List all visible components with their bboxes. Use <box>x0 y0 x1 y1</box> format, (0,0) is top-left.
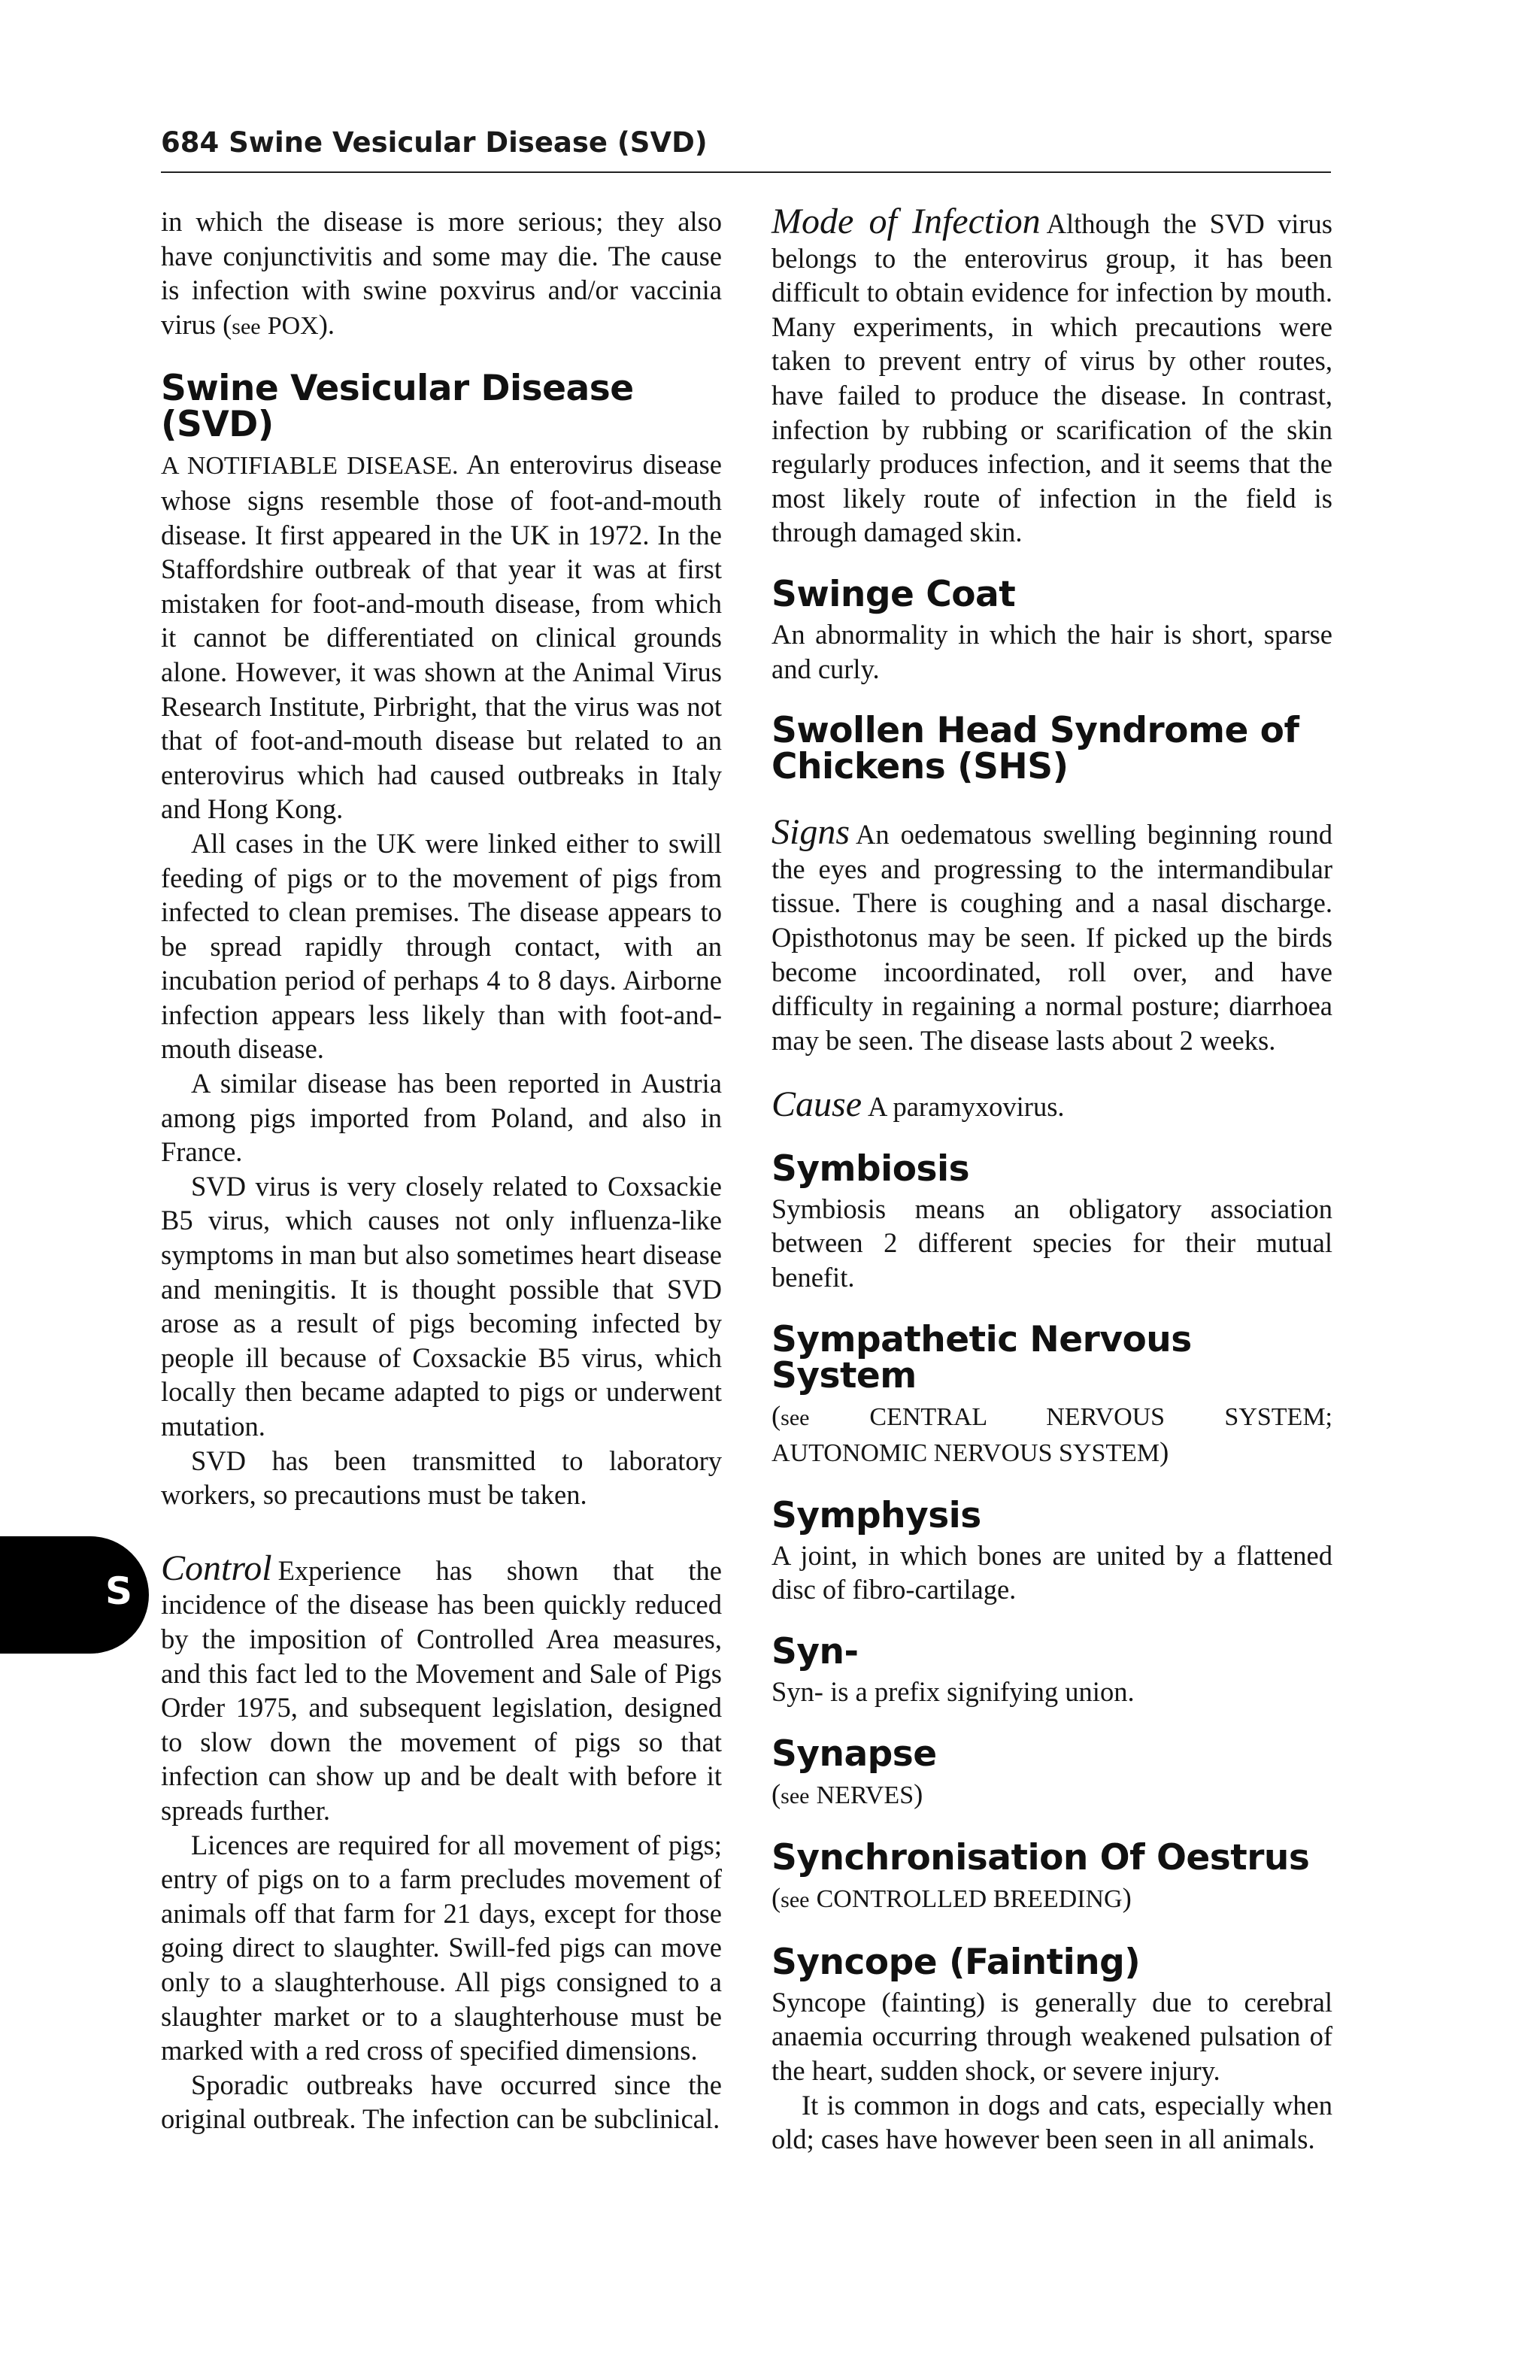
shs-signs-paragraph: Signs An oedematous swelling beginning round the eyes and progressing to the intermandibular tissue. There is coughing and a nasal discharge. Opisthotonus may be seen. If picked up the birds become incoordinated, roll over, and have difficulty in regaining a normal posture; diarrhoea may be seen. The disease lasts about 2 weeks. <box>772 812 1332 1056</box>
right-column <box>772 202 1333 2157</box>
thumb-index-letter: S <box>105 1569 132 1613</box>
entry-heading-symbiosis: Symbiosis <box>772 1148 970 1190</box>
synchronisation-cross-reference: (see CONTROLLED BREEDING) <box>772 1882 1132 1914</box>
entry-heading-symphysis: Symphysis <box>772 1494 981 1536</box>
svd-paragraph-1: A NOTIFIABLE DISEASE. An enterovirus disease whose signs resemble those of foot-and-mouth disease. It first appeared in the UK in 1972. In the Staffordshire outbreak of that year it was at first mistaken for foot-and-mouth disease, from which it cannot be differentiated on clinical grounds alone. However, it was shown at the Animal Virus Research Institute, Pirbright, that the virus was not that of foot-and-mouth disease but related to an enterovirus which had caused outbreaks in Italy and Hong Kong. <box>161 449 722 825</box>
header-page-title: 684 Swine Vesicular Disease (SVD) <box>161 126 708 159</box>
syn-text: Syn- is a prefix signifying union. <box>772 1676 1135 1708</box>
sympathetic-cross-reference: (see CENTRAL NERVOUS SYSTEM; AUTONOMIC NERVOUS SYSTEM) <box>772 1399 1332 1468</box>
running-header <box>161 125 1331 173</box>
syncope-paragraph-1: Syncope (fainting) is generally due to cerebral anaemia occurring through weakened pulsation of the heart, sudden shock, or severe injury. <box>772 1986 1332 2086</box>
syncope-paragraph-2: It is common in dogs and cats, especially when old; cases have however been seen in all animals. <box>772 2089 1332 2155</box>
shs-cause-paragraph: Cause A paramyxovirus. <box>772 1084 1065 1125</box>
svd-control-paragraph: Control Experience has shown that the incidence of the disease has been quickly reduced by the imposition of Controlled Area measures, and this fact led to the Movement and Sale of Pigs Order 1975, and subsequent legislation, designed to slow down the movement of pigs so that infection can show up and be dealt with before it spreads further. <box>161 1548 722 1826</box>
entry-heading-sympathetic-nervous-system: Sympathetic Nervous System <box>772 1318 1192 1396</box>
subheading-cause: Cause <box>772 1084 862 1125</box>
subheading-signs: Signs <box>772 812 850 853</box>
svd-paragraph-5: SVD has been transmitted to laboratory workers, so precautions must be taken. <box>161 1445 722 1511</box>
left-column <box>161 205 722 2136</box>
symphysis-text: A joint, in which bones are united by a flattened disc of fibro-cartilage. <box>772 1539 1332 1605</box>
entry-heading-syncope: Syncope (Fainting) <box>772 1941 1141 1983</box>
entry-heading-svd: Swine Vesicular Disease (SVD) <box>161 368 634 446</box>
entry-heading-syn: Syn- <box>772 1631 859 1673</box>
synapse-cross-reference: (see NERVES) <box>772 1778 923 1809</box>
svd-paragraph-2: All cases in the UK were linked either to swill feeding of pigs or to the movement of pigs from infected to clean premises. The disease appears to be spread rapidly through contact, with an incubation period of perhaps 4 to 8 days. Airborne infection appears less likely than with foot-and-mouth disease. <box>161 827 722 1065</box>
symbiosis-text: Symbiosis means an obligatory association between 2 different species for their mutual benefit. <box>772 1193 1332 1293</box>
entry-heading-synapse: Synapse <box>772 1733 937 1775</box>
entry-heading-swinge-coat: Swinge Coat <box>772 573 1016 615</box>
continued-paragraph: in which the disease is more serious; they also have conjunctivitis and some may die. The cause is infection with swine poxvirus and/or vaccinia virus (see POX). <box>161 206 722 340</box>
subheading-mode-of-infection: Mode of Infection <box>772 202 1041 241</box>
mode-of-infection-paragraph: Mode of Infection Although the SVD virus belongs to the enterovirus group, it has been difficult to obtain evidence for infection by mouth. Many experiments, in which precautions were taken to prevent entry of virus by other routes, have failed to produce the disease. In contrast, infection by rubbing or scarification of the skin regularly produces infection, and it seems that the most likely route of infection in the field is through damaged skin. <box>772 202 1333 548</box>
swinge-coat-text: An abnormality in which the hair is short, sparse and curly. <box>772 618 1332 684</box>
subheading-control: Control <box>161 1548 272 1588</box>
entry-heading-shs: Swollen Head Syndrome of Chickens (SHS) <box>772 710 1299 788</box>
thumb-index-tab <box>0 1536 149 1654</box>
svd-paragraph-3: A similar disease has been reported in Austria among pigs imported from Poland, and also in France. <box>161 1068 722 1168</box>
svd-control-paragraph-3: Sporadic outbreaks have occurred since the original outbreak. The infection can be subclinical. <box>161 2069 722 2135</box>
svd-control-paragraph-2: Licences are required for all movement of pigs; entry of pigs on to a farm precludes movement of animals off that farm for 21 days, except for those going direct to slaughter. Swill-fed pigs can move only to a slaughterhouse. All pigs consigned to a slaughter market or to a slaughterhouse must be marked with a red cross of specified dimensions. <box>161 1829 722 2066</box>
svd-paragraph-4: SVD virus is very closely related to Coxsackie B5 virus, which causes not only influenza-like symptoms in man but also sometimes heart disease and meningitis. It is thought possible that SVD arose as a result of pigs becoming infected by people ill because of Coxsackie B5 virus, which locally then became adapted to pigs or underwent mutation. <box>161 1170 722 1442</box>
entry-heading-synchronisation-of-oestrus: Synchronisation Of Oestrus <box>772 1837 1310 1879</box>
